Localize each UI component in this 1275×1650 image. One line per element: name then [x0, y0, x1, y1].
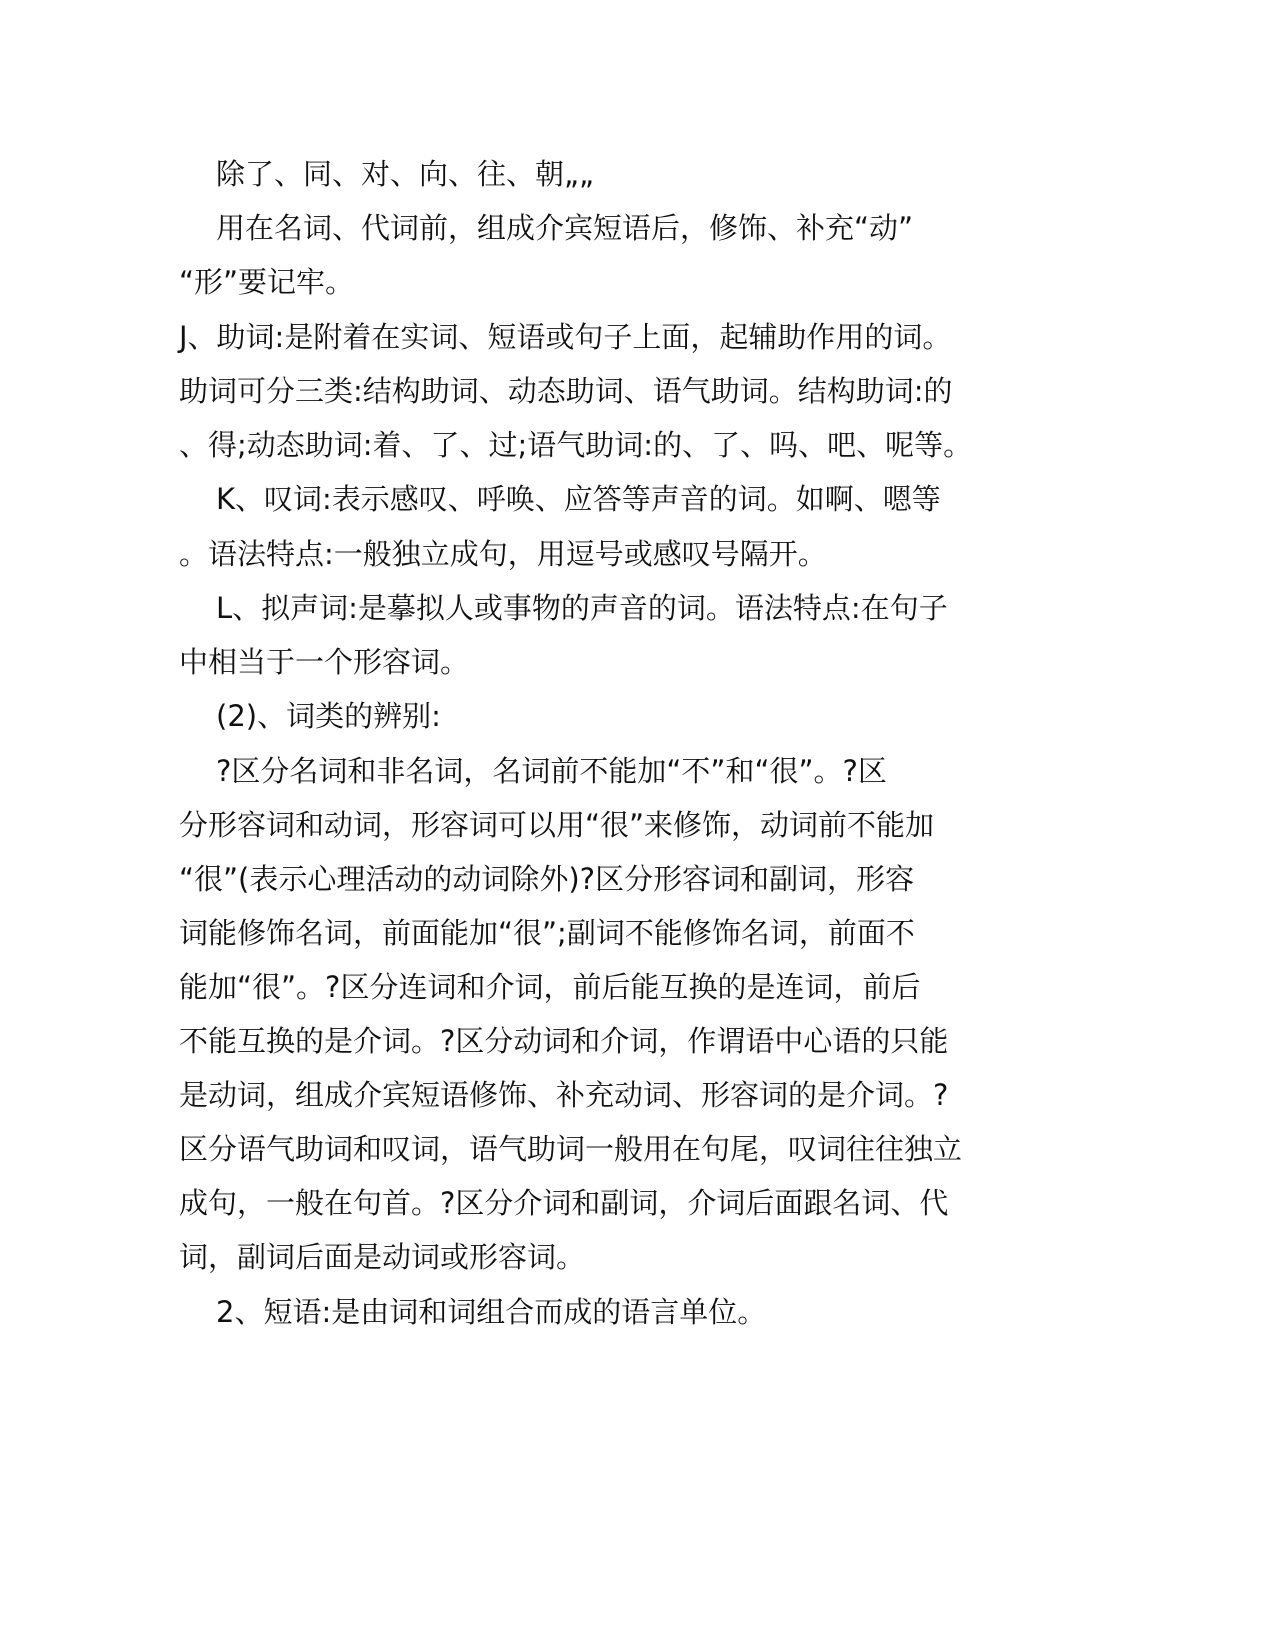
- text-line-20: 成句，一般在句首。?区分介词和副词，介词后面跟名词、代: [179, 1186, 949, 1220]
- text-line-16: 能加“很”。?区分连词和介词，前后能互换的是连词，前后: [179, 970, 921, 1004]
- text-line-21: 词，副词后面是动词或形容词。: [179, 1240, 586, 1274]
- text-line-13: 分形容词和动词，形容词可以用“很”来修饰，动词前不能加: [179, 808, 935, 842]
- text-line-6: 、得;动态助词:着、了、过;语气助词:的、了、吗、吧、呢等。: [179, 428, 973, 462]
- text-line-10: 中相当于一个形容词。: [179, 645, 470, 679]
- text-line-17: 不能互换的是介词。?区分动词和介词，作谓语中心语的只能: [179, 1024, 949, 1058]
- text-line-9: L、拟声词:是摹拟人或事物的声音的词。语法特点:在句子: [216, 591, 948, 625]
- text-line-18: 是动词，组成介宾短语修饰、补充动词、形容词的是介词。?: [179, 1078, 949, 1112]
- text-line-8: 。语法特点:一般独立成句，用逗号或感叹号隔开。: [179, 537, 827, 571]
- text-line-3: “形”要记牢。: [179, 265, 355, 299]
- text-line-12: ?区分名词和非名词，名词前不能加“不”和“很”。?区: [216, 754, 887, 788]
- text-line-5: 助词可分三类:结构助词、动态助词、语气助词。结构助词:的: [179, 374, 953, 408]
- text-line-15: 词能修饰名词，前面能加“很”;副词不能修饰名词，前面不: [179, 916, 915, 950]
- text-line-1: 除了、同、对、向、往、朝„„: [216, 157, 595, 191]
- text-line-4: J、助词:是附着在实词、短语或句子上面，起辅助作用的词。: [179, 320, 952, 354]
- text-line-19: 区分语气助词和叹词，语气助词一般用在句尾，叹词往往独立: [179, 1132, 963, 1166]
- text-line-11: (2)、词类的辨别:: [216, 699, 441, 733]
- text-line-7: K、叹词:表示感叹、呼唤、应答等声音的词。如啊、嗯等: [216, 482, 941, 516]
- text-line-14: “很”(表示心理活动的动词除外)?区分形容词和副词，形容: [179, 862, 915, 896]
- text-line-2: 用在名词、代词前，组成介宾短语后，修饰、补充“动”: [216, 211, 914, 245]
- text-line-22: 2、短语:是由词和词组合而成的语言单位。: [216, 1295, 767, 1329]
